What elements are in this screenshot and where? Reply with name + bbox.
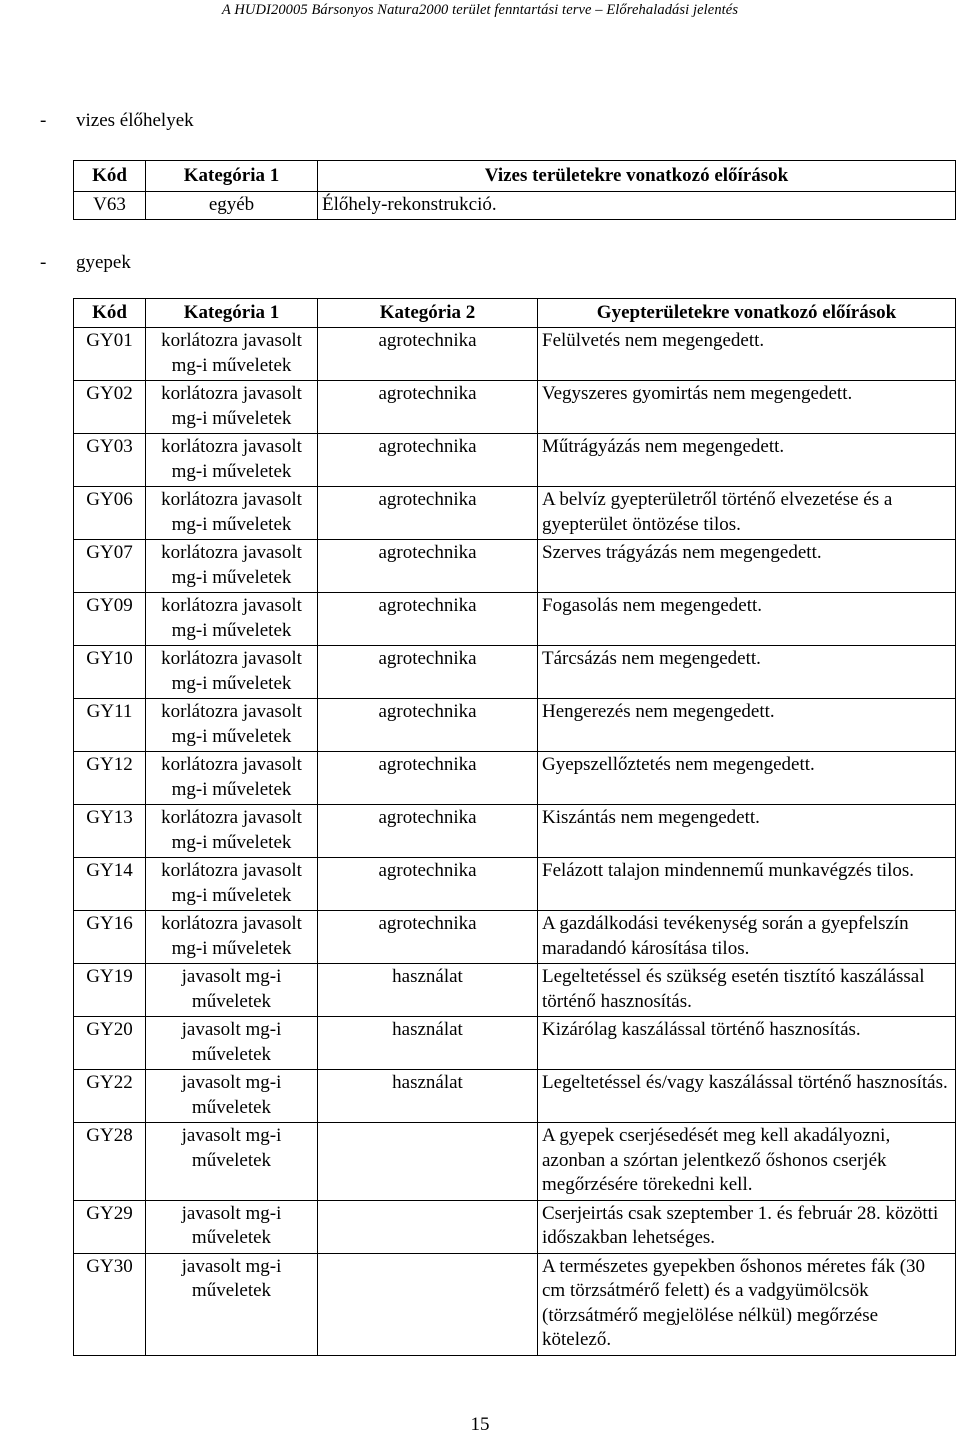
cell-category-2: agrotechnika (318, 858, 538, 911)
table-row (74, 381, 956, 434)
cell-category-1: korlátozra javasolt mg-i műveletek (146, 540, 318, 593)
table-header-row (74, 299, 956, 328)
table-row (74, 858, 956, 911)
cell-code: GY02 (74, 381, 146, 434)
section-title-wet (40, 110, 194, 132)
cell-category-2: agrotechnika (318, 328, 538, 381)
cell-category-2 (318, 1200, 538, 1253)
cell-code: GY30 (74, 1253, 146, 1355)
cell-category-2: használat (318, 964, 538, 1017)
cell-category-2: használat (318, 1070, 538, 1123)
cell-rule: Fogasolás nem megengedett. (538, 593, 956, 646)
cell-code: GY13 (74, 805, 146, 858)
cell-category-2: agrotechnika (318, 911, 538, 964)
column-header-category-1: Kategória 1 (146, 161, 318, 192)
cell-category-1: korlátozra javasolt mg-i műveletek (146, 381, 318, 434)
cell-category-2 (318, 1123, 538, 1201)
cell-rule: Kizárólag kaszálással történő hasznosítás. (538, 1017, 956, 1070)
section-title-text: vizes élőhelyek (76, 110, 194, 131)
table-row (74, 328, 956, 381)
cell-category-2: agrotechnika (318, 540, 538, 593)
cell-code: GY14 (74, 858, 146, 911)
section-title-text: gyepek (76, 252, 131, 273)
cell-code: V63 (74, 192, 146, 220)
table-row (74, 699, 956, 752)
cell-rule: Vegyszeres gyomirtás nem megengedett. (538, 381, 956, 434)
cell-category-2: agrotechnika (318, 434, 538, 487)
cell-rule: A gazdálkodási tevékenység során a gyepfelszín maradandó károsítása tilos. (538, 911, 956, 964)
cell-category-1: javasolt mg-i műveletek (146, 1070, 318, 1123)
bullet-dash: - (40, 110, 47, 131)
column-header-code: Kód (74, 161, 146, 192)
cell-rule: Felülvetés nem megengedett. (538, 328, 956, 381)
cell-code: GY20 (74, 1017, 146, 1070)
bullet-dash: - (40, 252, 47, 273)
cell-category-1: egyéb (146, 192, 318, 220)
cell-rule: Legeltetéssel és/vagy kaszálással történő hasznosítás. (538, 1070, 956, 1123)
cell-rule: A gyepek cserjésedését meg kell akadályozni, azonban a szórtan jelentkező őshonos cserjék megőrzésére törekedni kell. (538, 1123, 956, 1201)
cell-code: GY09 (74, 593, 146, 646)
cell-code: GY06 (74, 487, 146, 540)
cell-category-1: korlátozra javasolt mg-i műveletek (146, 752, 318, 805)
cell-code: GY28 (74, 1123, 146, 1201)
cell-code: GY29 (74, 1200, 146, 1253)
cell-category-1: javasolt mg-i műveletek (146, 1253, 318, 1355)
cell-code: GY22 (74, 1070, 146, 1123)
cell-rule: A belvíz gyepterületről történő elvezetése és a gyepterület öntözése tilos. (538, 487, 956, 540)
page-header: A HUDI20005 Bársonyos Natura2000 terület fenntartási terve – Előrehaladási jelentés (221, 2, 739, 18)
table-row (74, 752, 956, 805)
table-row (74, 1253, 956, 1355)
cell-category-1: javasolt mg-i műveletek (146, 1200, 318, 1253)
cell-code: GY12 (74, 752, 146, 805)
cell-code: GY10 (74, 646, 146, 699)
cell-category-1: korlátozra javasolt mg-i műveletek (146, 911, 318, 964)
cell-category-2: használat (318, 1017, 538, 1070)
cell-category-1: javasolt mg-i műveletek (146, 964, 318, 1017)
cell-rule: Tárcsázás nem megengedett. (538, 646, 956, 699)
cell-category-1: korlátozra javasolt mg-i műveletek (146, 805, 318, 858)
table-row (74, 1070, 956, 1123)
cell-code: GY01 (74, 328, 146, 381)
cell-rule: A természetes gyepekben őshonos méretes fák (30 cm törzsátmérő felett) és a vadgyümölcsök (törzsátmérő megjelölése nélkül) megőrzése kötelező. (538, 1253, 956, 1355)
cell-rule: Legeltetéssel és szükség esetén tisztító kaszálással történő hasznosítás. (538, 964, 956, 1017)
column-header-wet-rules: Vizes területekre vonatkozó előírások (318, 161, 956, 192)
table-header-row (74, 161, 956, 192)
column-header-category-2: Kategória 2 (318, 299, 538, 328)
cell-category-1: korlátozra javasolt mg-i műveletek (146, 858, 318, 911)
column-header-category-1: Kategória 1 (146, 299, 318, 328)
cell-rule: Gyepszellőztetés nem megengedett. (538, 752, 956, 805)
cell-category-1: korlátozra javasolt mg-i műveletek (146, 593, 318, 646)
cell-code: GY03 (74, 434, 146, 487)
cell-rule: Szerves trágyázás nem megengedett. (538, 540, 956, 593)
cell-category-2: agrotechnika (318, 646, 538, 699)
table-row (74, 646, 956, 699)
cell-code: GY16 (74, 911, 146, 964)
cell-category-2: agrotechnika (318, 593, 538, 646)
cell-category-1: korlátozra javasolt mg-i műveletek (146, 328, 318, 381)
column-header-code: Kód (74, 299, 146, 328)
cell-category-2 (318, 1253, 538, 1355)
cell-code: GY11 (74, 699, 146, 752)
cell-rule: Cserjeirtás csak szeptember 1. és február 28. közötti időszakban lehetséges. (538, 1200, 956, 1253)
cell-code: GY19 (74, 964, 146, 1017)
table-row (74, 593, 956, 646)
table-row (74, 805, 956, 858)
column-header-grass-rules: Gyepterületekre vonatkozó előírások (538, 299, 956, 328)
cell-rule: Műtrágyázás nem megengedett. (538, 434, 956, 487)
cell-category-2: agrotechnika (318, 699, 538, 752)
cell-code: GY07 (74, 540, 146, 593)
cell-category-1: korlátozra javasolt mg-i műveletek (146, 699, 318, 752)
table-row (74, 1200, 956, 1253)
table-row (74, 1017, 956, 1070)
section-title-grass (40, 252, 131, 274)
cell-rule: Élőhely-rekonstrukció. (318, 192, 956, 220)
page-number: 15 (470, 1414, 490, 1435)
cell-category-2: agrotechnika (318, 805, 538, 858)
table-row (74, 911, 956, 964)
cell-category-2: agrotechnika (318, 752, 538, 805)
cell-category-1: javasolt mg-i műveletek (146, 1017, 318, 1070)
table-row (74, 192, 956, 220)
table-row (74, 964, 956, 1017)
cell-rule: Felázott talajon mindennemű munkavégzés tilos. (538, 858, 956, 911)
table-row (74, 434, 956, 487)
grassland-table-body (74, 328, 956, 1356)
cell-category-1: korlátozra javasolt mg-i műveletek (146, 434, 318, 487)
cell-category-2: agrotechnika (318, 381, 538, 434)
cell-rule: Hengerezés nem megengedett. (538, 699, 956, 752)
cell-category-1: korlátozra javasolt mg-i műveletek (146, 646, 318, 699)
cell-category-1: javasolt mg-i műveletek (146, 1123, 318, 1201)
cell-category-1: korlátozra javasolt mg-i műveletek (146, 487, 318, 540)
table-row (74, 1123, 956, 1201)
cell-category-2: agrotechnika (318, 487, 538, 540)
grassland-table (73, 298, 956, 1356)
table-row (74, 540, 956, 593)
table-row (74, 487, 956, 540)
wet-habitats-table (73, 160, 956, 220)
cell-rule: Kiszántás nem megengedett. (538, 805, 956, 858)
